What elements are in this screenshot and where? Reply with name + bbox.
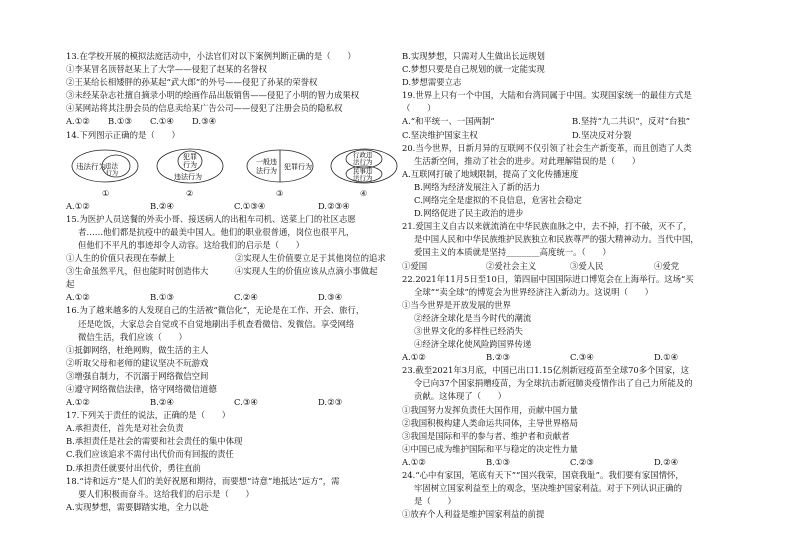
question-stem: 但他们不平凡的事迹却令人动容。这给我们的启示是（ ） — [78, 239, 305, 250]
answer-option[interactable]: ③爱人民 — [570, 260, 604, 271]
question-stem: 22.2021年11月5日至10日，第四届中国国际进口博览会在上海举行。这场“买 — [402, 273, 694, 284]
answer-option[interactable]: D.②③ — [318, 397, 343, 408]
diagram-text: 民事违 — [353, 166, 373, 175]
statement-item: ④某网站将其注册会员的信息卖给某广告公司——侵犯了注册会员的隐私权 — [66, 103, 343, 114]
statement-item: ③我国是国际和平的参与者、维护者和贡献者 — [402, 430, 570, 441]
question-stem: 16.为了越来越多的人发现自己的生活被“微信化”，无论是在工作、开会、旅行， — [66, 305, 365, 316]
question-stem: （ ） — [402, 103, 436, 114]
question-stem: 全球”“卖全球”的博览会为世界经济注入新动力。这说明（ ） — [414, 286, 653, 297]
answer-option[interactable]: C.②④ — [234, 292, 258, 303]
venn-diagram-1 — [70, 146, 140, 186]
answer-option[interactable]: A.①② — [402, 456, 426, 467]
statement-item: ①我国努力发挥负责任大国作用，贡献中国力量 — [402, 404, 578, 415]
question-stem: 令已向37个国家捐赠疫苗，为全球抗击新冠肺炎疫情作出了自己力所能及的 — [414, 378, 693, 389]
question-17 — [66, 409, 404, 474]
diagram-inner-text: 行为 — [183, 160, 197, 169]
diagram-outer-text: 违法行为 — [76, 161, 106, 171]
answer-option[interactable]: ④爱党 — [654, 260, 680, 271]
question-stem: 是中国人民和中华民族维护民族独立和民族尊严的强大精神动力。当代中国， — [414, 234, 699, 245]
statement-item: ①当今世界是开放发展的世界 — [402, 299, 511, 310]
answer-option[interactable]: B.②④ — [150, 397, 174, 408]
diagram-left-text: 法行为 — [256, 166, 277, 175]
answer-option[interactable]: D.③④ — [318, 292, 343, 303]
question-stem: 微信生活，我们应该（ ） — [78, 331, 187, 342]
question-14 — [66, 129, 404, 213]
answer-option[interactable]: A.①② — [402, 352, 426, 363]
question-stem: 19.世界上只有一个中国，大陆和台湾同属于中国。实现国家统一的最佳方式是 — [402, 90, 692, 101]
answer-options — [66, 396, 404, 409]
answer-options — [66, 200, 404, 213]
question-21 — [402, 220, 742, 272]
answer-option[interactable]: ①爱国 — [402, 260, 428, 271]
answer-option[interactable]: A.①② — [66, 397, 90, 408]
answer-option[interactable]: ②爱社会主义 — [486, 260, 537, 271]
answer-option[interactable]: C.我们应该追求不需付出代价而有回报的责任 — [66, 449, 234, 460]
question-stem: 要人们积极而奋斗。这给我们的启示是（ ） — [78, 488, 254, 499]
statement-item: ②王某给长相矮胖的孙某起“武大郎”的外号——侵犯了孙某的荣誉权 — [66, 77, 318, 88]
right-column — [402, 50, 742, 521]
statement-item: ②听取父母和老师的建议坚决不玩游戏 — [66, 357, 209, 368]
answer-option[interactable]: D.坚决反对分裂 — [572, 129, 632, 140]
answer-option[interactable]: C.①③④ — [234, 200, 266, 211]
statement-item: ④实现人生的价值应该从点滴小事做起 — [235, 266, 378, 277]
question-18-continued — [402, 50, 742, 89]
question-19 — [402, 89, 742, 141]
answer-option[interactable]: C.坚决维护国家主权 — [402, 129, 478, 140]
diagram-label: ② — [186, 188, 194, 198]
answer-options — [402, 351, 742, 364]
answer-option[interactable]: A.承担责任，首先是对社会负责 — [66, 423, 184, 434]
question-stem: 15.为医护人员送餐的外卖小哥、接送病人的出租车司机、送菜上门的社区志愿 — [66, 213, 356, 224]
diagram-inner-text: 违法 — [105, 161, 118, 170]
question-stem: 牢固树立国家利益至上的观念，坚决维护国家利益。对于下列认识正确的 — [414, 483, 682, 494]
answer-option[interactable]: A.“和平统一、一国两制” — [402, 116, 495, 127]
answer-options — [402, 260, 742, 273]
answer-option[interactable]: A.互联网打破了地域限制，提高了文化传播速度 — [402, 168, 579, 179]
answer-option[interactable]: C.②③ — [570, 456, 594, 467]
question-stem: 24.“心中有家国，笔底有天下”“国兴我荣，国衰我耻”。我们要有家国情怀， — [402, 470, 684, 480]
statement-item: ①抵御网络，杜绝网购，做生活的主人 — [66, 344, 209, 355]
question-stem: 贡献。这体现了（ ） — [414, 391, 507, 402]
statement-row — [66, 252, 404, 265]
question-20 — [402, 142, 742, 221]
answer-row — [402, 115, 742, 128]
question-15 — [66, 213, 404, 305]
question-stem: 生活新空间，推动了社会的进步。对此理解错误的是（ ） — [414, 155, 641, 166]
venn-diagrams — [66, 146, 404, 196]
answer-option[interactable]: B.承担责任是社会的需要和社会责任的集中体现 — [66, 436, 243, 447]
answer-option[interactable]: C.③④ — [234, 397, 258, 408]
answer-option[interactable]: B.①③ — [150, 292, 174, 303]
answer-option[interactable]: D.梦想需要立志 — [402, 77, 462, 88]
statement-item: ③增强自制力，不沉溺于网络微信空间 — [66, 370, 209, 381]
statement-tail: 起 — [66, 279, 75, 290]
answer-option[interactable]: B.②④ — [150, 200, 174, 211]
answer-options — [66, 115, 404, 128]
answer-options — [66, 291, 404, 304]
question-stem: 还是吃饭，大家总会自觉或不自觉地刷出手机查看微信、发微信。享受网络 — [78, 318, 355, 329]
statement-row — [66, 265, 404, 278]
question-stem: 23.截至2021年3月底，中国已出口1.15亿剂新冠疫苗至全球70多个国家，这 — [402, 365, 690, 376]
answer-option[interactable]: D.网络促进了民主政治的进步 — [414, 208, 524, 219]
answer-option[interactable]: D.②④ — [654, 456, 679, 467]
venn-diagram-2 — [154, 146, 226, 186]
statement-item: ④经济全球化使风险跨国界传递 — [414, 339, 532, 350]
answer-option[interactable]: D.③④ — [192, 116, 217, 127]
answer-option[interactable]: D.①④ — [654, 352, 679, 363]
question-23 — [402, 364, 742, 469]
question-stem: 是（ ） — [414, 496, 456, 507]
answer-option[interactable]: B.网络为经济发展注入了新的活力 — [414, 181, 541, 192]
answer-option[interactable]: A.①② — [66, 116, 90, 127]
answer-option[interactable]: C.③④ — [570, 352, 594, 363]
diagram-left-text: 一般违 — [256, 157, 277, 166]
statement-item: ③生命虽然平凡，但也能时时创造伟大 — [66, 266, 209, 277]
answer-option[interactable]: D.承担责任就要付出代价，勇往直前 — [66, 462, 201, 473]
question-22 — [402, 273, 742, 365]
answer-option[interactable]: D.②③④ — [318, 200, 350, 211]
answer-option[interactable]: C.梦想只要是自己规划的就一定能实现 — [402, 64, 545, 75]
answer-row — [402, 129, 742, 142]
left-column — [66, 50, 404, 514]
answer-options — [402, 456, 742, 469]
question-stem: 14.下列图示正确的是（ ） — [66, 129, 180, 140]
statement-item: ④遵守网络微信法律，恪守网络微信道德 — [66, 383, 217, 394]
question-16 — [66, 304, 404, 409]
answer-option[interactable]: A.①② — [66, 200, 90, 211]
answer-option[interactable]: C.网络完全是虚拟的不良信息，危害社会稳定 — [414, 195, 582, 206]
answer-option[interactable]: A.实现梦想，需要脚踏实地，全力以赴 — [66, 501, 209, 512]
answer-option[interactable]: B.实现梦想，只需对人生做出长远规划 — [402, 51, 545, 61]
statement-item: ④中国已成为维护国际和平与稳定的决定性力量 — [402, 443, 578, 454]
statement-item: ③未经某杂志社擅自摘录小明的绘画作品出版销售——侵犯了小明的智力成果权 — [66, 90, 360, 101]
question-13 — [66, 50, 404, 129]
diagram-inner-text: 行为 — [106, 169, 119, 177]
answer-option[interactable]: B.坚持“九二共识”，反对“台独” — [572, 116, 691, 127]
diagram-text: 行政违 — [353, 150, 373, 159]
diagram-outer-text: 违法行为 — [174, 172, 202, 181]
statement-item: ①人生的价值只表现在奉献上 — [66, 253, 175, 264]
diagram-label: ③ — [276, 188, 284, 198]
statement-item: ②实现人生价值要立足于其他岗位的追求 — [235, 253, 386, 264]
answer-option[interactable]: C.①④ — [150, 116, 174, 127]
venn-diagram-4 — [328, 146, 400, 186]
diagram-text: 法行为 — [353, 173, 373, 182]
question-stem: 20.当今世界，日新月异的互联网不仅引领了社会生产新变革，而且创造了人类 — [402, 142, 692, 153]
diagram-label: ④ — [360, 188, 368, 198]
diagram-inner-text: 犯罪 — [183, 152, 197, 161]
question-stem: 17.下列关于责任的说法，正确的是（ ） — [66, 410, 231, 421]
statement-item: ②经济全球化是当今时代的潮流 — [414, 312, 532, 323]
statement-item: ②我国积极构建人类命运共同体，主导世界格局 — [402, 417, 578, 428]
question-stem: 21.爱国主义自古以来就流淌在中华民族血脉之中，去不掉，打不破，灭不了， — [402, 221, 692, 232]
statement-item: ①放弃个人利益是维护国家利益的前提 — [402, 509, 545, 520]
statement-item: ③世界文化的多样性已经消失 — [414, 325, 523, 336]
question-24 — [402, 469, 742, 521]
answer-option[interactable]: B.②③ — [486, 352, 510, 363]
diagram-text: 法行为 — [353, 157, 373, 166]
question-stem: 13.在学校开展的模拟法庭活动中，小法官们对以下案例判断正确的是（ ） — [66, 51, 356, 61]
diagram-right-text: 犯罪行为 — [284, 162, 312, 171]
question-stem: 18.“诗和远方”是人们的美好祝愿和期待，而要想“诗意”地抵达“远方”，需 — [66, 475, 340, 486]
answer-option[interactable]: B.①③ — [486, 456, 510, 467]
question-stem: 者……他们都是抗疫中的最美中国人。他们的职业很普通，岗位也很平凡， — [78, 226, 355, 237]
statement-item: ①李某冒名顶替赵某上了大学——侵犯了赵某的名誉权 — [66, 64, 267, 75]
venn-diagram-3 — [244, 146, 316, 186]
diagram-label: ① — [102, 188, 110, 198]
answer-option[interactable]: B.①③ — [108, 116, 132, 127]
answer-option[interactable]: A.①② — [66, 292, 90, 303]
question-18 — [66, 475, 404, 514]
question-stem: 爱国主义的本质就是坚持________高度统一。（ ） — [414, 247, 611, 258]
